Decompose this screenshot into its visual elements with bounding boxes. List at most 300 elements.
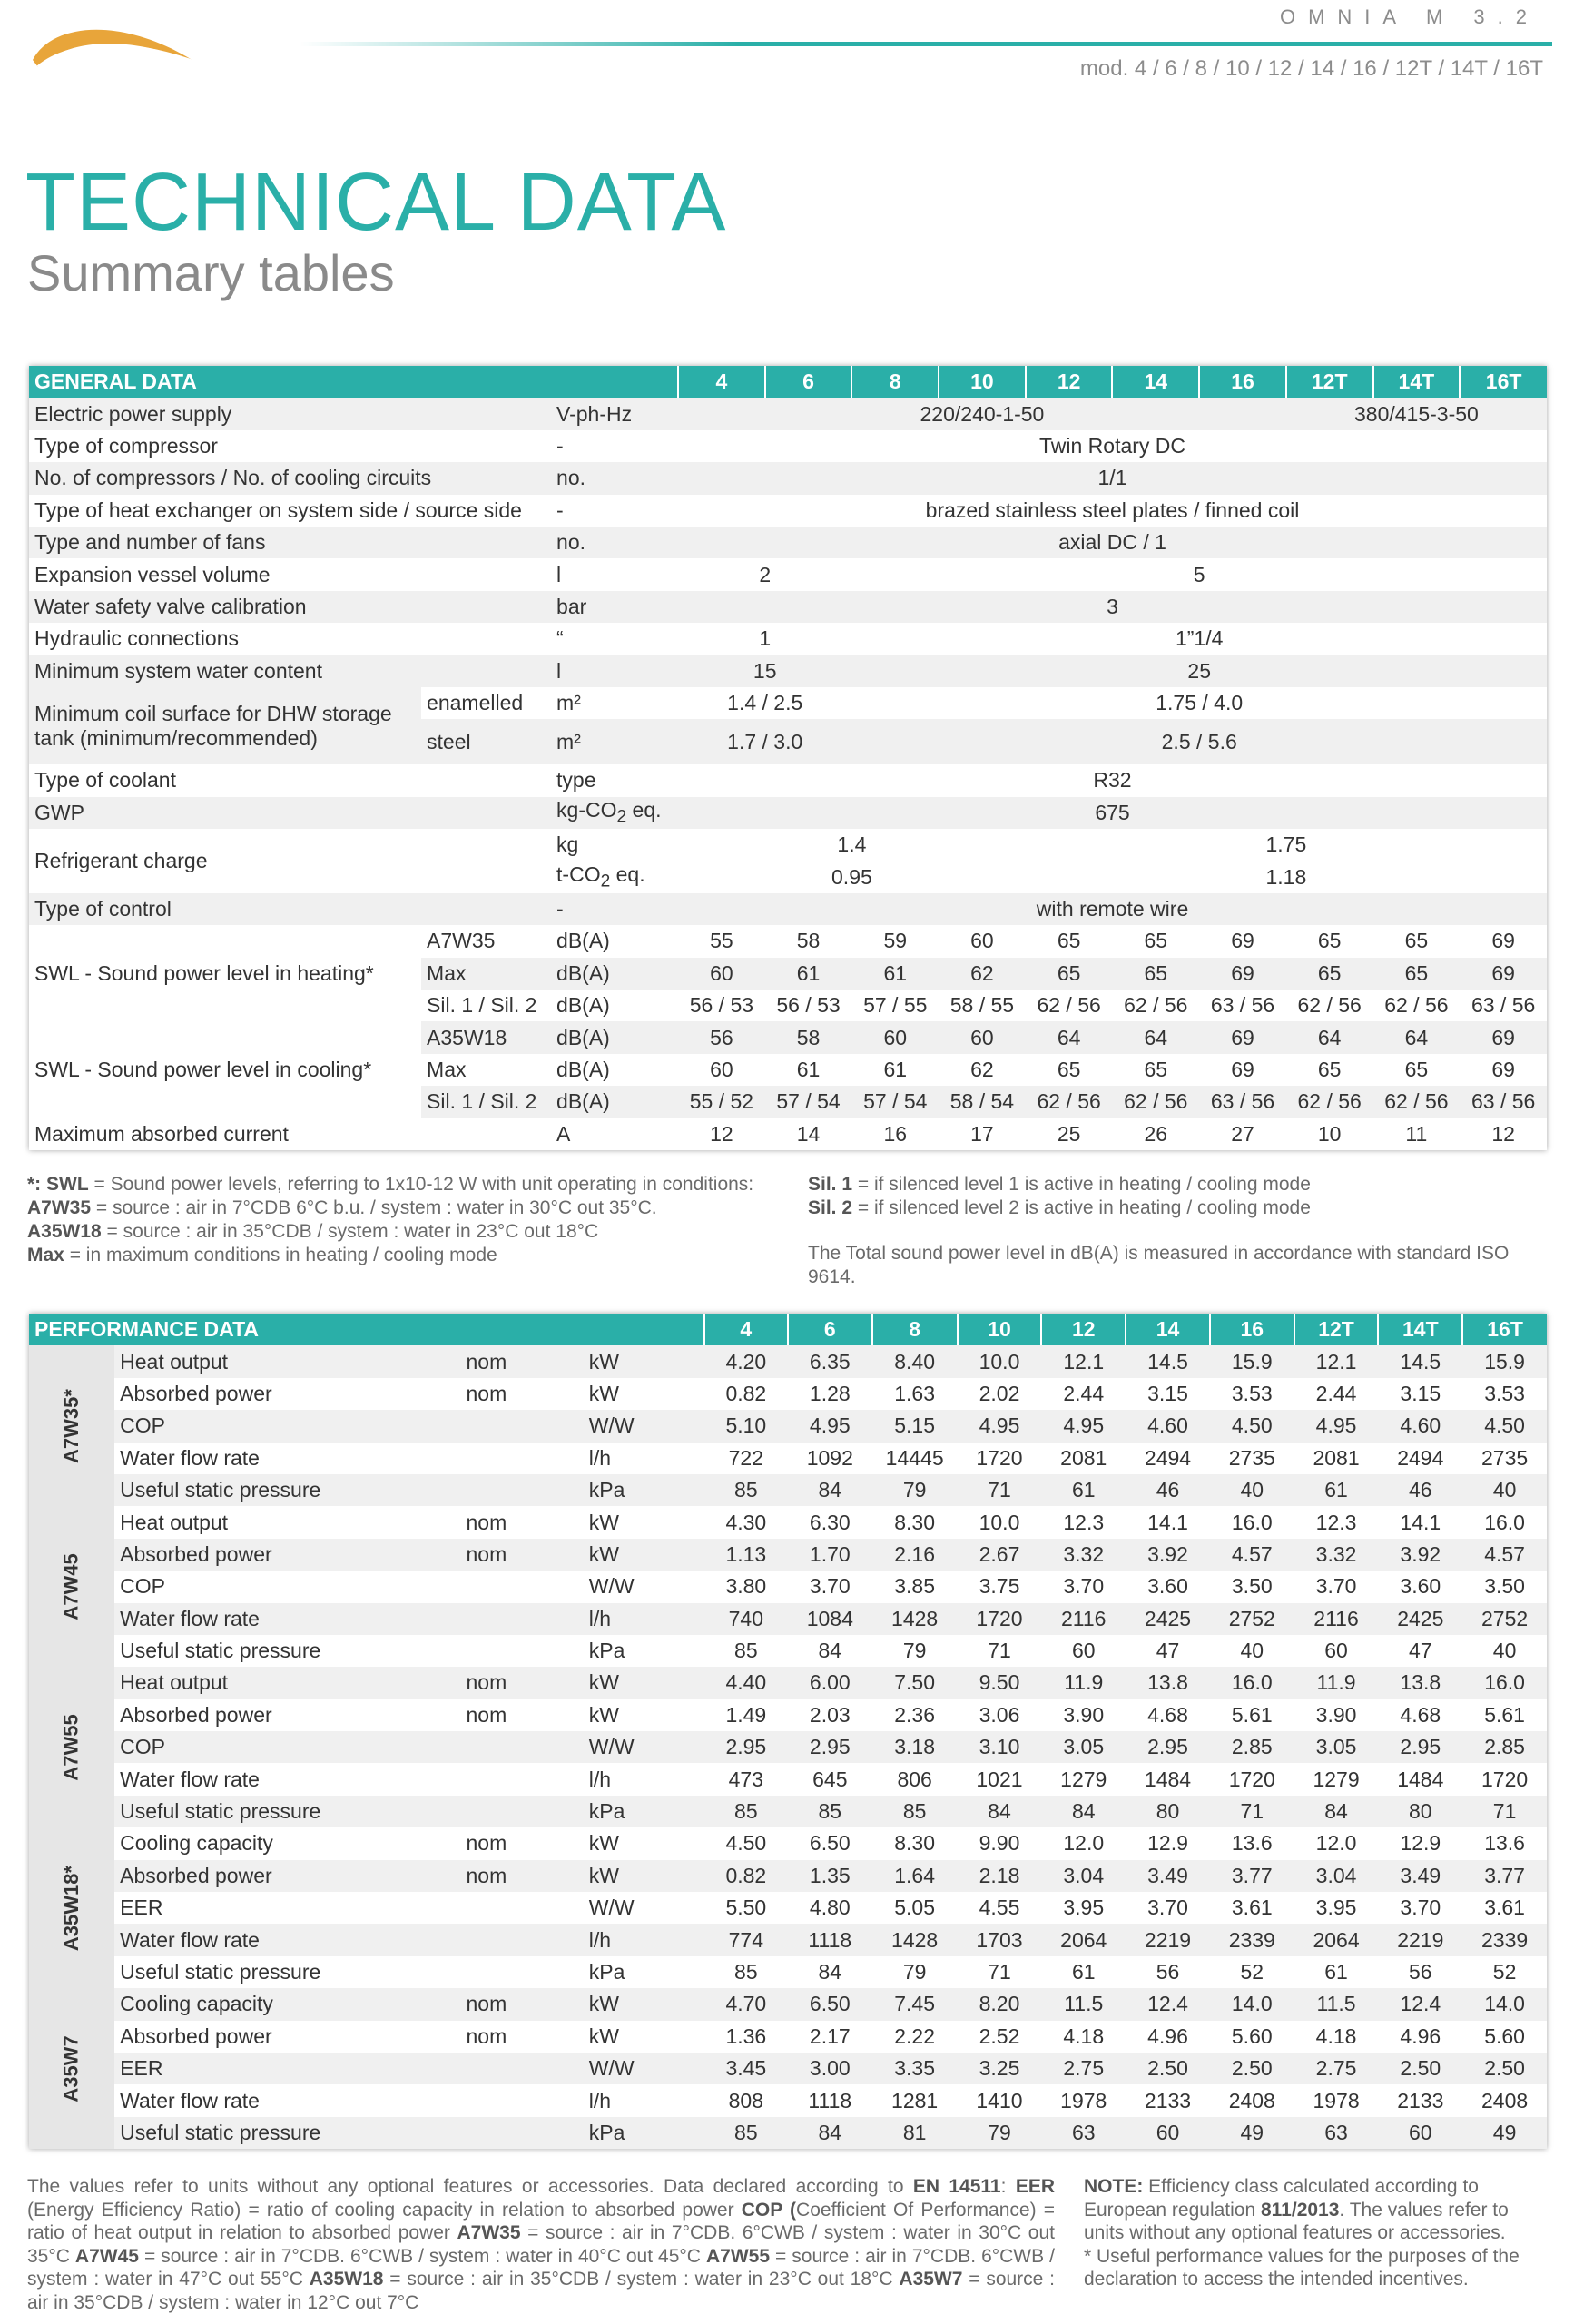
table-cell: 3.61: [1210, 1892, 1294, 1924]
table-cell: 71: [958, 1474, 1042, 1506]
table-cell: 8.30: [872, 1827, 958, 1859]
table-cell: 5.05: [872, 1892, 958, 1924]
table-cell: 2116: [1294, 1603, 1379, 1635]
table-cell: 12.0: [1041, 1827, 1126, 1859]
table-cell: 55: [678, 925, 765, 957]
row-unit: dB(A): [551, 990, 678, 1021]
table-row: [29, 655, 1547, 687]
group-name: A7W55: [60, 1714, 84, 1781]
row-value: 1”1/4: [851, 623, 1547, 655]
table-cell: 2.36: [872, 1699, 958, 1731]
table-cell: 3.77: [1462, 1860, 1547, 1892]
table-cell: 84: [958, 1796, 1042, 1827]
row-unit: kPa: [584, 2117, 704, 2149]
table-cell: 2219: [1378, 1924, 1462, 1955]
table-cell: 1.36: [704, 2021, 788, 2053]
table-cell: 5.60: [1462, 2021, 1547, 2053]
table-cell: 52: [1462, 1956, 1547, 1988]
row-unit: kW: [584, 1667, 704, 1699]
table-cell: 806: [872, 1763, 958, 1795]
row-value: Twin Rotary DC: [678, 430, 1547, 462]
table-cell: 56 / 53: [765, 990, 852, 1021]
model-header: 10: [958, 1314, 1042, 1345]
table-cell: 5.50: [704, 1892, 788, 1924]
table-row: [29, 1892, 1547, 1924]
table-cell: 84: [1041, 1796, 1126, 1827]
table-cell: 4.50: [704, 1827, 788, 1859]
table-cell: 1.13: [704, 1539, 788, 1571]
row-unit: W/W: [584, 1892, 704, 1924]
table-cell: 52: [1210, 1956, 1294, 1988]
table-cell: 64: [1286, 1021, 1373, 1053]
model-header: 16: [1199, 366, 1286, 398]
table-row: [29, 1118, 1547, 1150]
table-cell: 60: [851, 1021, 939, 1053]
row-condition: enamelled: [421, 687, 551, 719]
row-condition: [461, 1892, 584, 1924]
table-cell: 2494: [1126, 1443, 1210, 1474]
row-condition: nom: [461, 1345, 584, 1377]
table-cell: 3.85: [872, 1571, 958, 1602]
table-cell: 62: [939, 958, 1026, 990]
table-cell: 3.35: [872, 2053, 958, 2084]
row-value: 2: [678, 558, 851, 590]
table-cell: 4.96: [1126, 2021, 1210, 2053]
row-unit: l/h: [584, 1924, 704, 1955]
table-cell: 14.0: [1210, 1988, 1294, 2020]
table-cell: 3.95: [1294, 1892, 1379, 1924]
row-unit: kW: [584, 1988, 704, 2020]
table-row: [29, 462, 1547, 494]
row-label: Cooling capacity: [114, 1988, 460, 2020]
table-row: [29, 398, 1547, 429]
row-condition: nom: [461, 1506, 584, 1538]
table-cell: 2.44: [1294, 1378, 1379, 1410]
table-cell: 12.9: [1126, 1827, 1210, 1859]
row-value: 0.95: [678, 861, 1026, 892]
table-cell: 1281: [872, 2084, 958, 2116]
row-condition: [461, 1410, 584, 1442]
row-unit: m²: [551, 719, 678, 764]
table-cell: 16.0: [1210, 1667, 1294, 1699]
row-condition: nom: [461, 1699, 584, 1731]
brand-logo-icon: [25, 13, 207, 76]
table-cell: 1720: [958, 1603, 1042, 1635]
table-cell: 2735: [1462, 1443, 1547, 1474]
row-value: 1/1: [678, 462, 1547, 494]
table-cell: 2.95: [788, 1731, 872, 1763]
table-cell: 4.68: [1126, 1699, 1210, 1731]
table-cell: 1.49: [704, 1699, 788, 1731]
table-cell: 79: [958, 2117, 1042, 2149]
table-cell: 2.02: [958, 1378, 1042, 1410]
row-unit: $kg-CO_2$ eq.: [551, 797, 678, 829]
row-unit: kW: [584, 1699, 704, 1731]
table-cell: 4.57: [1462, 1539, 1547, 1571]
row-label: Heat output: [114, 1667, 460, 1699]
row-condition: [461, 1443, 584, 1474]
table-cell: 69: [1199, 925, 1286, 957]
table-cell: 2735: [1210, 1443, 1294, 1474]
table-cell: 84: [788, 1635, 872, 1667]
table-row: [29, 1443, 1547, 1474]
table-cell: 645: [788, 1763, 872, 1795]
table-cell: 12.9: [1378, 1827, 1462, 1859]
table-cell: 84: [788, 1474, 872, 1506]
row-value: brazed stainless steel plates / finned coil: [678, 495, 1547, 527]
sound-notes: *: SWL = Sound power levels, referring to 1x10-12 W with unit operating in conditions: A7W35 = source : air in 7°CDB 6°C b.u. / system : water in 30°C out 35°C. A35W18 = source : air in 35°CDB / system : water in 23°C out 18°C Max = in maximum conditions in heating / cooling mode: [27, 1174, 754, 1265]
general-header-row: [29, 366, 1547, 398]
row-value: 1.7 / 3.0: [678, 719, 851, 764]
row-label: Water flow rate: [114, 2084, 460, 2116]
table-cell: 13.6: [1462, 1827, 1547, 1859]
row-unit: kW: [584, 1378, 704, 1410]
table-cell: 2.75: [1294, 2053, 1379, 2084]
table-cell: 3.70: [1378, 1892, 1462, 1924]
table-cell: 774: [704, 1924, 788, 1955]
row-label: Absorbed power: [114, 2021, 460, 2053]
row-label: Refrigerant charge: [29, 829, 551, 893]
row-unit: -: [551, 893, 678, 925]
row-condition: [461, 1635, 584, 1667]
table-cell: 2.95: [704, 1731, 788, 1763]
table-row: [29, 1635, 1547, 1667]
table-cell: 12.3: [1041, 1506, 1126, 1538]
table-cell: 1118: [788, 1924, 872, 1955]
row-condition: [461, 1924, 584, 1955]
table-cell: 1484: [1126, 1763, 1210, 1795]
table-cell: 9.50: [958, 1667, 1042, 1699]
row-unit: kW: [584, 1506, 704, 1538]
table-cell: 13.8: [1126, 1667, 1210, 1699]
table-cell: 4.70: [704, 1988, 788, 2020]
table-cell: 3.92: [1126, 1539, 1210, 1571]
table-cell: 8.20: [958, 1988, 1042, 2020]
table-cell: 6.00: [788, 1667, 872, 1699]
table-cell: 61: [1294, 1956, 1379, 1988]
row-condition: nom: [461, 2021, 584, 2053]
table-cell: 2408: [1462, 2084, 1547, 2116]
row-value: 1.4: [678, 829, 1026, 861]
performance-data-table: [29, 1314, 1547, 2149]
row-condition: [461, 1571, 584, 1602]
row-condition: Max: [421, 1054, 551, 1086]
row-value: 220/240-1-50: [678, 398, 1286, 429]
table-cell: 808: [704, 2084, 788, 2116]
table-row: [29, 2084, 1547, 2116]
table-cell: 1720: [1210, 1763, 1294, 1795]
row-unit: W/W: [584, 1410, 704, 1442]
row-value: 1.75: [1026, 829, 1547, 861]
table-cell: 65: [1026, 1054, 1113, 1086]
row-unit: W/W: [584, 2053, 704, 2084]
row-unit: kPa: [584, 1635, 704, 1667]
table-cell: 12: [678, 1118, 765, 1150]
table-cell: 1.28: [788, 1378, 872, 1410]
table-cell: 4.30: [704, 1506, 788, 1538]
table-row: [29, 430, 1547, 462]
row-value: axial DC / 1: [678, 527, 1547, 558]
table-cell: 3.70: [1041, 1571, 1126, 1602]
row-condition: A7W35: [421, 925, 551, 957]
table-cell: 14.1: [1126, 1506, 1210, 1538]
row-label: Heat output: [114, 1506, 460, 1538]
row-value: 1: [678, 623, 851, 655]
table-row: [29, 1345, 1547, 1377]
table-cell: 85: [788, 1796, 872, 1827]
table-cell: 61: [765, 958, 852, 990]
row-condition: Sil. 1 / Sil. 2: [421, 990, 551, 1021]
table-cell: 473: [704, 1763, 788, 1795]
table-cell: 71: [958, 1635, 1042, 1667]
table-cell: 46: [1126, 1474, 1210, 1506]
row-unit: W/W: [584, 1571, 704, 1602]
table-row: [29, 1410, 1547, 1442]
row-condition: nom: [461, 1988, 584, 2020]
table-cell: 4.50: [1210, 1410, 1294, 1442]
table-cell: 59: [851, 925, 939, 957]
row-label: Heat output: [114, 1345, 460, 1377]
table-cell: 2.75: [1041, 2053, 1126, 2084]
row-unit: no.: [551, 527, 678, 558]
table-row: [29, 1699, 1547, 1731]
table-row: [29, 2021, 1547, 2053]
row-unit: kW: [584, 1827, 704, 1859]
row-label: Minimum system water content: [29, 655, 551, 687]
model-header: 4: [704, 1314, 788, 1345]
model-header: 4: [678, 366, 765, 398]
group-label: [29, 1988, 114, 2149]
model-header: 6: [788, 1314, 872, 1345]
row-label: SWL - Sound power level in cooling*: [29, 1021, 421, 1118]
table-cell: 2494: [1378, 1443, 1462, 1474]
row-label: Useful static pressure: [114, 1635, 460, 1667]
group-label: [29, 1345, 114, 1506]
table-cell: 40: [1210, 1635, 1294, 1667]
table-cell: 3.04: [1294, 1860, 1379, 1892]
table-cell: 63 / 56: [1199, 1086, 1286, 1118]
row-condition: [461, 1603, 584, 1635]
row-unit: m²: [551, 687, 678, 719]
table-row: [29, 1924, 1547, 1955]
row-label: No. of compressors / No. of cooling circuits: [29, 462, 551, 494]
row-unit: kg: [551, 829, 678, 861]
row-unit: no.: [551, 462, 678, 494]
group-name: A7W35*: [60, 1389, 84, 1464]
table-cell: 3.80: [704, 1571, 788, 1602]
row-unit: type: [551, 764, 678, 796]
table-cell: 47: [1126, 1635, 1210, 1667]
table-row: [29, 1603, 1547, 1635]
row-condition: [461, 2117, 584, 2149]
table-cell: 63: [1294, 2117, 1379, 2149]
table-cell: 65: [1286, 1054, 1373, 1086]
row-label: Absorbed power: [114, 1539, 460, 1571]
table-cell: 4.20: [704, 1345, 788, 1377]
row-unit: kW: [584, 1539, 704, 1571]
table-cell: 2339: [1462, 1924, 1547, 1955]
table-cell: 3.49: [1126, 1860, 1210, 1892]
row-label: Type of control: [29, 893, 421, 925]
table-row: [29, 1474, 1547, 1506]
model-header: 12T: [1286, 366, 1373, 398]
table-cell: 65: [1286, 958, 1373, 990]
table-cell: 69: [1199, 958, 1286, 990]
table-cell: 64: [1373, 1021, 1461, 1053]
table-cell: 722: [704, 1443, 788, 1474]
table-row: [29, 1378, 1547, 1410]
row-value: 5: [851, 558, 1547, 590]
group-name: A35W7: [60, 2035, 84, 2102]
table-row: [29, 1021, 1547, 1053]
table-cell: 2.95: [1378, 1731, 1462, 1763]
table-cell: 65: [1026, 958, 1113, 990]
table-cell: 1118: [788, 2084, 872, 2116]
row-label: Absorbed power: [114, 1378, 460, 1410]
row-unit: dB(A): [551, 1086, 678, 1118]
row-label: GWP: [29, 797, 551, 829]
table-cell: 2.67: [958, 1539, 1042, 1571]
table-cell: 6.50: [788, 1827, 872, 1859]
table-cell: 57 / 54: [765, 1086, 852, 1118]
model-header: 12: [1026, 366, 1113, 398]
table-cell: 1279: [1294, 1763, 1379, 1795]
table-cell: 0.82: [704, 1378, 788, 1410]
table-cell: 58 / 55: [939, 990, 1026, 1021]
table-cell: 62 / 56: [1373, 1086, 1461, 1118]
table-cell: 14445: [872, 1443, 958, 1474]
table-cell: 2.44: [1041, 1378, 1126, 1410]
model-header: 16: [1210, 1314, 1294, 1345]
table-cell: 62 / 56: [1026, 990, 1113, 1021]
table-cell: 3.15: [1378, 1378, 1462, 1410]
row-label: Absorbed power: [114, 1699, 460, 1731]
table-cell: 3.15: [1126, 1378, 1210, 1410]
model-list: mod. 4 / 6 / 8 / 10 / 12 / 14 / 16 / 12T / 14T / 16T: [1079, 56, 1543, 81]
table-cell: 3.60: [1126, 1571, 1210, 1602]
row-condition: Sil. 1 / Sil. 2: [421, 1086, 551, 1118]
performance-notes: The values refer to units without any optional features or accessories. Data declared according to EN 14511: EER (Energy Efficiency Ratio) = ratio of cooling capacity in relation to absorbed power COP (Coefficient Of Performance) = ratio of heat output in relation to absorbed power A7W35 = source : air in 7°CDB. 6°CWB / system : water in 30°C out 35°C A7W45 = source : air in 7°CDB. 6°CWB / system : water in 40°C out 45°C A7W55 = source : air in 7°CDB. 6°CWB / system : water in 47°C out 55°C A35W18 = source : air in 35°CDB / system : water in 23°C out 18°C A35W7 = source : air in 35°CDB / system : water in 12°C out 7°C: [27, 2176, 1055, 2313]
table-cell: 58: [765, 925, 852, 957]
table-cell: 80: [1126, 1796, 1210, 1827]
model-header: 14T: [1373, 366, 1461, 398]
row-label: Type and number of fans: [29, 527, 551, 558]
row-unit: l/h: [584, 1443, 704, 1474]
table-cell: 2.52: [958, 2021, 1042, 2053]
table-cell: 58 / 54: [939, 1086, 1026, 1118]
table-cell: 69: [1460, 925, 1547, 957]
table-cell: 65: [1373, 1054, 1461, 1086]
row-label: Hydraulic connections: [29, 623, 551, 655]
table-cell: 27: [1199, 1118, 1286, 1150]
model-header: 8: [872, 1314, 958, 1345]
table-cell: 85: [704, 1956, 788, 1988]
model-header: 10: [939, 366, 1026, 398]
table-cell: 79: [872, 1635, 958, 1667]
table-row: [29, 1827, 1547, 1859]
row-condition: nom: [461, 1667, 584, 1699]
row-unit: kPa: [584, 1956, 704, 1988]
row-unit: dB(A): [551, 958, 678, 990]
row-condition: [461, 2084, 584, 2116]
row-unit: bar: [551, 591, 678, 623]
table-cell: 15.9: [1462, 1345, 1547, 1377]
table-cell: 2.18: [958, 1860, 1042, 1892]
table-cell: 3.53: [1462, 1378, 1547, 1410]
model-header: 14: [1126, 1314, 1210, 1345]
table-cell: 69: [1460, 958, 1547, 990]
table-cell: 3.10: [958, 1731, 1042, 1763]
row-condition: nom: [461, 1378, 584, 1410]
table-cell: 65: [1112, 925, 1199, 957]
table-cell: 3.53: [1210, 1378, 1294, 1410]
row-value: 2.5 / 5.6: [851, 719, 1547, 764]
row-unit: W/W: [584, 1731, 704, 1763]
table-cell: 2133: [1126, 2084, 1210, 2116]
row-unit: A: [551, 1118, 678, 1150]
table-row: [29, 764, 1547, 796]
row-condition: nom: [461, 1827, 584, 1859]
table-cell: 5.60: [1210, 2021, 1294, 2053]
table-cell: 4.18: [1294, 2021, 1379, 2053]
table-cell: 56: [1378, 1956, 1462, 1988]
table-cell: 2133: [1378, 2084, 1462, 2116]
row-condition: [461, 1956, 584, 1988]
table-cell: 10.0: [958, 1506, 1042, 1538]
table-cell: 6.30: [788, 1506, 872, 1538]
table-cell: 79: [872, 1956, 958, 1988]
performance-title: PERFORMANCE DATA: [29, 1314, 704, 1345]
row-unit: kPa: [584, 1474, 704, 1506]
table-cell: 79: [872, 1474, 958, 1506]
table-cell: 9.90: [958, 1827, 1042, 1859]
table-cell: 4.60: [1126, 1410, 1210, 1442]
table-cell: 85: [872, 1796, 958, 1827]
row-value: with remote wire: [678, 893, 1547, 925]
table-cell: 56: [1126, 1956, 1210, 1988]
table-row: [29, 2053, 1547, 2084]
row-value: 1.4 / 2.5: [678, 687, 851, 719]
table-cell: 3.70: [788, 1571, 872, 1602]
row-unit: l: [551, 655, 678, 687]
table-row: [29, 1571, 1547, 1602]
table-cell: 2425: [1378, 1603, 1462, 1635]
table-cell: 3.32: [1294, 1539, 1379, 1571]
table-cell: 60: [1126, 2117, 1210, 2149]
table-cell: 1.63: [872, 1378, 958, 1410]
table-cell: 60: [1378, 2117, 1462, 2149]
table-cell: 4.96: [1378, 2021, 1462, 2053]
header-rule: [300, 42, 1552, 46]
table-cell: 3.04: [1041, 1860, 1126, 1892]
table-cell: 71: [958, 1956, 1042, 1988]
row-condition: [461, 1763, 584, 1795]
table-cell: 1720: [958, 1443, 1042, 1474]
table-cell: 2.17: [788, 2021, 872, 2053]
table-cell: 1092: [788, 1443, 872, 1474]
table-cell: 3.90: [1294, 1699, 1379, 1731]
table-cell: 3.95: [1041, 1892, 1126, 1924]
table-cell: 1.70: [788, 1539, 872, 1571]
table-cell: 2.50: [1210, 2053, 1294, 2084]
row-label: Type of coolant: [29, 764, 551, 796]
table-row: [29, 1796, 1547, 1827]
row-value: 1.75 / 4.0: [851, 687, 1547, 719]
row-label: Water safety valve calibration: [29, 591, 551, 623]
table-cell: 65: [1373, 958, 1461, 990]
table-cell: 81: [872, 2117, 958, 2149]
table-cell: 2116: [1041, 1603, 1126, 1635]
